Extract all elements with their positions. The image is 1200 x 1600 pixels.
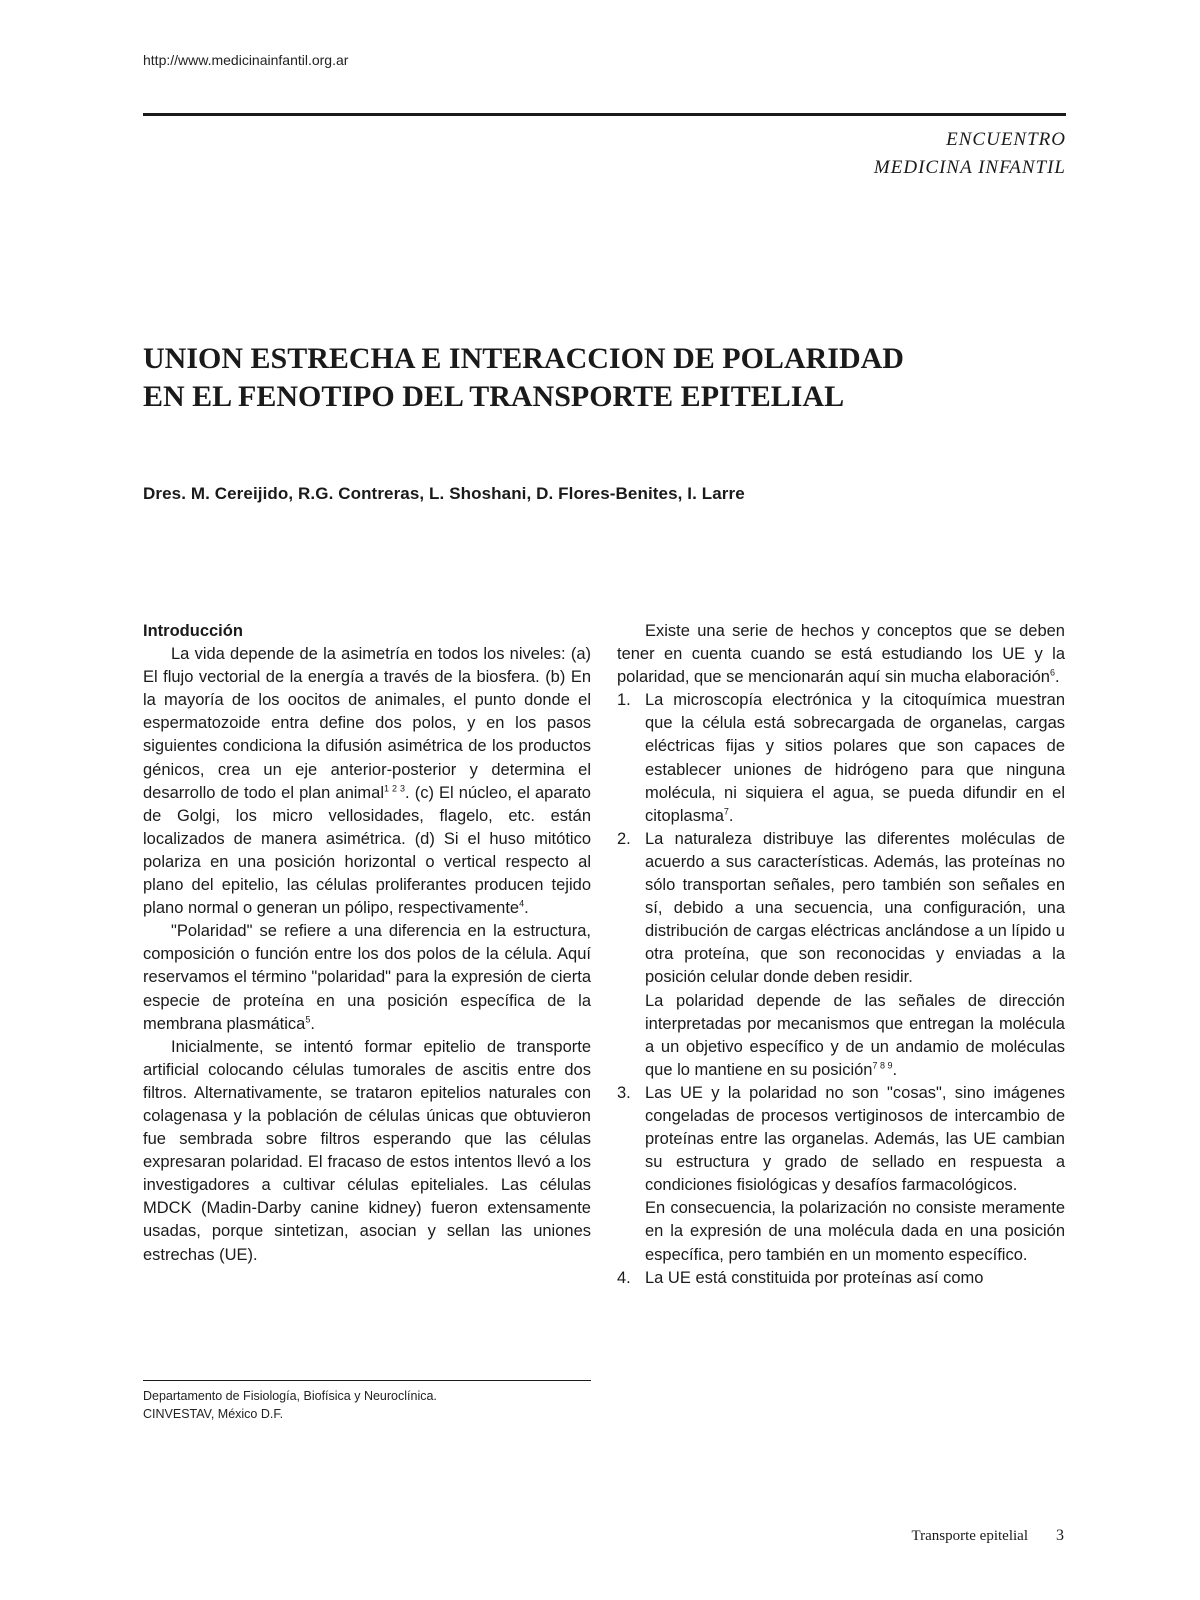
section-heading-introduccion: Introducción — [143, 622, 243, 640]
paragraph-text: La polaridad depende de las señales de dirección interpretadas por mecanismos que entregan la molécula a un objetivo específico y de un andamio de moléculas que lo mantiene en su posición — [645, 991, 1065, 1079]
paragraph: Inicialmente, se intentó formar epitelio de transporte artificial colocando células tumorales de ascitis entre dos filtros. Alternativamente, se trataron epitelios naturales con colagenasa y la población de células únicas que obtuvieron fue sembrada sobre filtros esperando que las células expresaran polaridad. El fracaso de estos intentos llevó a los investigadores a cultivar células epiteliales. Las células MDCK (Madin-Darby canine kidney) fueron extensamente usadas, porque sintetizan, asocian y sellan las uniones estrechas (UE). — [143, 1037, 591, 1264]
paragraph-text: La vida depende de la asimetría en todos los niveles: (a) El flujo vectorial de la energía a través de la biosfera. (b) En la mayoría de los oocitos de animales, el punto donde el espermatozoide entra define dos polos, y en los pasos siguientes condiciona la difusión asimétrica de los productos génicos, crea un eje anterior-posterior y determina el desarrollo de todo el plan animal — [143, 645, 591, 802]
section-label-line1: ENCUENTRO — [946, 129, 1066, 150]
list-item — [617, 1267, 1065, 1290]
list-item — [617, 1082, 1065, 1267]
title-line1: UNION ESTRECHA E INTERACCION DE POLARIDAD — [143, 342, 904, 375]
author-list: Dres. M. Cereijido, R.G. Contreras, L. Shoshani, D. Flores-Benites, I. Larre — [143, 484, 745, 503]
citation-ref: 5 — [305, 1014, 311, 1025]
header-rule — [143, 113, 1066, 116]
journal-section-label — [874, 126, 1066, 182]
footnote-rule — [143, 1380, 591, 1381]
paragraph-text: "Polaridad" se refiere a una diferencia en la estructura, composición o función entre los dos polos de la célula. Aquí reservamos el término "polaridad" para la expresión de cierta especie de proteína en una posición específica de la membrana plasmática — [143, 922, 591, 1033]
list-item-text: La UE está constituida por proteínas así como — [645, 1268, 984, 1287]
footnote-line2: CINVESTAV, México D.F. — [143, 1407, 284, 1421]
citation-ref: 7 — [723, 806, 729, 817]
list-item — [617, 689, 1065, 828]
page-footer — [911, 1527, 1064, 1545]
list-number: 2. — [617, 829, 631, 848]
list-number: 3. — [617, 1083, 631, 1102]
title-line2: EN EL FENOTIPO DEL TRANSPORTE EPITELIAL — [143, 380, 845, 413]
paragraph-text: Existe una serie de hechos y conceptos que se deben tener en cuenta cuando se está estudiando los UE y la polaridad, que se mencionarán aquí sin mucha elaboración — [617, 622, 1065, 687]
numbered-list — [617, 689, 1065, 1289]
citation-ref: 4 — [519, 898, 525, 909]
paragraph — [143, 920, 591, 1035]
source-url[interactable]: http://www.medicinainfantil.org.ar — [143, 52, 349, 68]
list-number: 1. — [617, 691, 631, 710]
paragraph-text: . — [524, 899, 529, 918]
paragraph-text: . (c) El núcleo, el aparato de Golgi, los micro vellosidades, flagelo, etc. están localizados de manera asimétrica. (d) Si el huso mitótico polariza en una posición horizontal o vertical respecto al plano del epitelio, las células proliferantes producen tejido plano normal o generan un pólipo, respectivamente — [143, 783, 591, 918]
affiliation-footnote — [143, 1387, 437, 1423]
list-number: 4. — [617, 1268, 631, 1287]
page-number: 3 — [1056, 1527, 1064, 1544]
citation-ref: 6 — [1049, 667, 1055, 678]
right-column — [617, 620, 1065, 1290]
paragraph-text: . — [892, 1060, 898, 1079]
list-item-text: Las UE y la polaridad no son "cosas", sino imágenes congeladas de procesos vertiginosos de intercambio de proteínas entre las organelas. Además, las UE cambian su estructura y grado de sellado en respuesta a condiciones fisiológicas y desafíos farmacológicos. — [645, 1083, 1065, 1195]
section-label-line2: MEDICINA INFANTIL — [873, 157, 1066, 178]
running-title: Transporte epitelial — [911, 1528, 1028, 1544]
list-item-text: En consecuencia, la polarización no consiste meramente en la expresión de una molécula dada en una posición específica, pero también en un momento específico. — [645, 1199, 1065, 1264]
left-column — [143, 620, 591, 1267]
list-item-text: La naturaleza distribuye las diferentes moléculas de acuerdo a sus características. Además, las proteínas no sólo transportan señales, pero también son señales en sí, debido a una secuencia, una configuración, una distribución de cargas eléctricas anclándose a un lípido u otra proteína, que son reconocidas y enviadas a la posición celular donde deben residir. — [645, 829, 1065, 987]
citation-ref: 7 8 9 — [872, 1060, 893, 1071]
paragraph — [617, 620, 1065, 689]
paragraph — [143, 643, 591, 920]
paragraph-text: La microscopía electrónica y la citoquímica muestran que la célula está sobrecargada de organelas, cargas eléctricas fijas y sitios polares que son capaces de establecer uniones de hidrógeno para que ninguna molécula, ni siquiera el agua, se pueda difundir en el citoplasma — [645, 691, 1065, 825]
paragraph-text: . — [1054, 668, 1060, 687]
list-item-text — [645, 689, 1065, 828]
article-title — [143, 340, 1073, 416]
paragraph-text: . — [310, 1014, 315, 1033]
paragraph-text: . — [728, 806, 734, 825]
list-item-text — [645, 990, 1065, 1082]
citation-ref: 1 2 3 — [384, 783, 406, 794]
list-item — [617, 828, 1065, 1082]
footnote-line1: Departamento de Fisiología, Biofísica y Neuroclínica. — [143, 1389, 437, 1403]
